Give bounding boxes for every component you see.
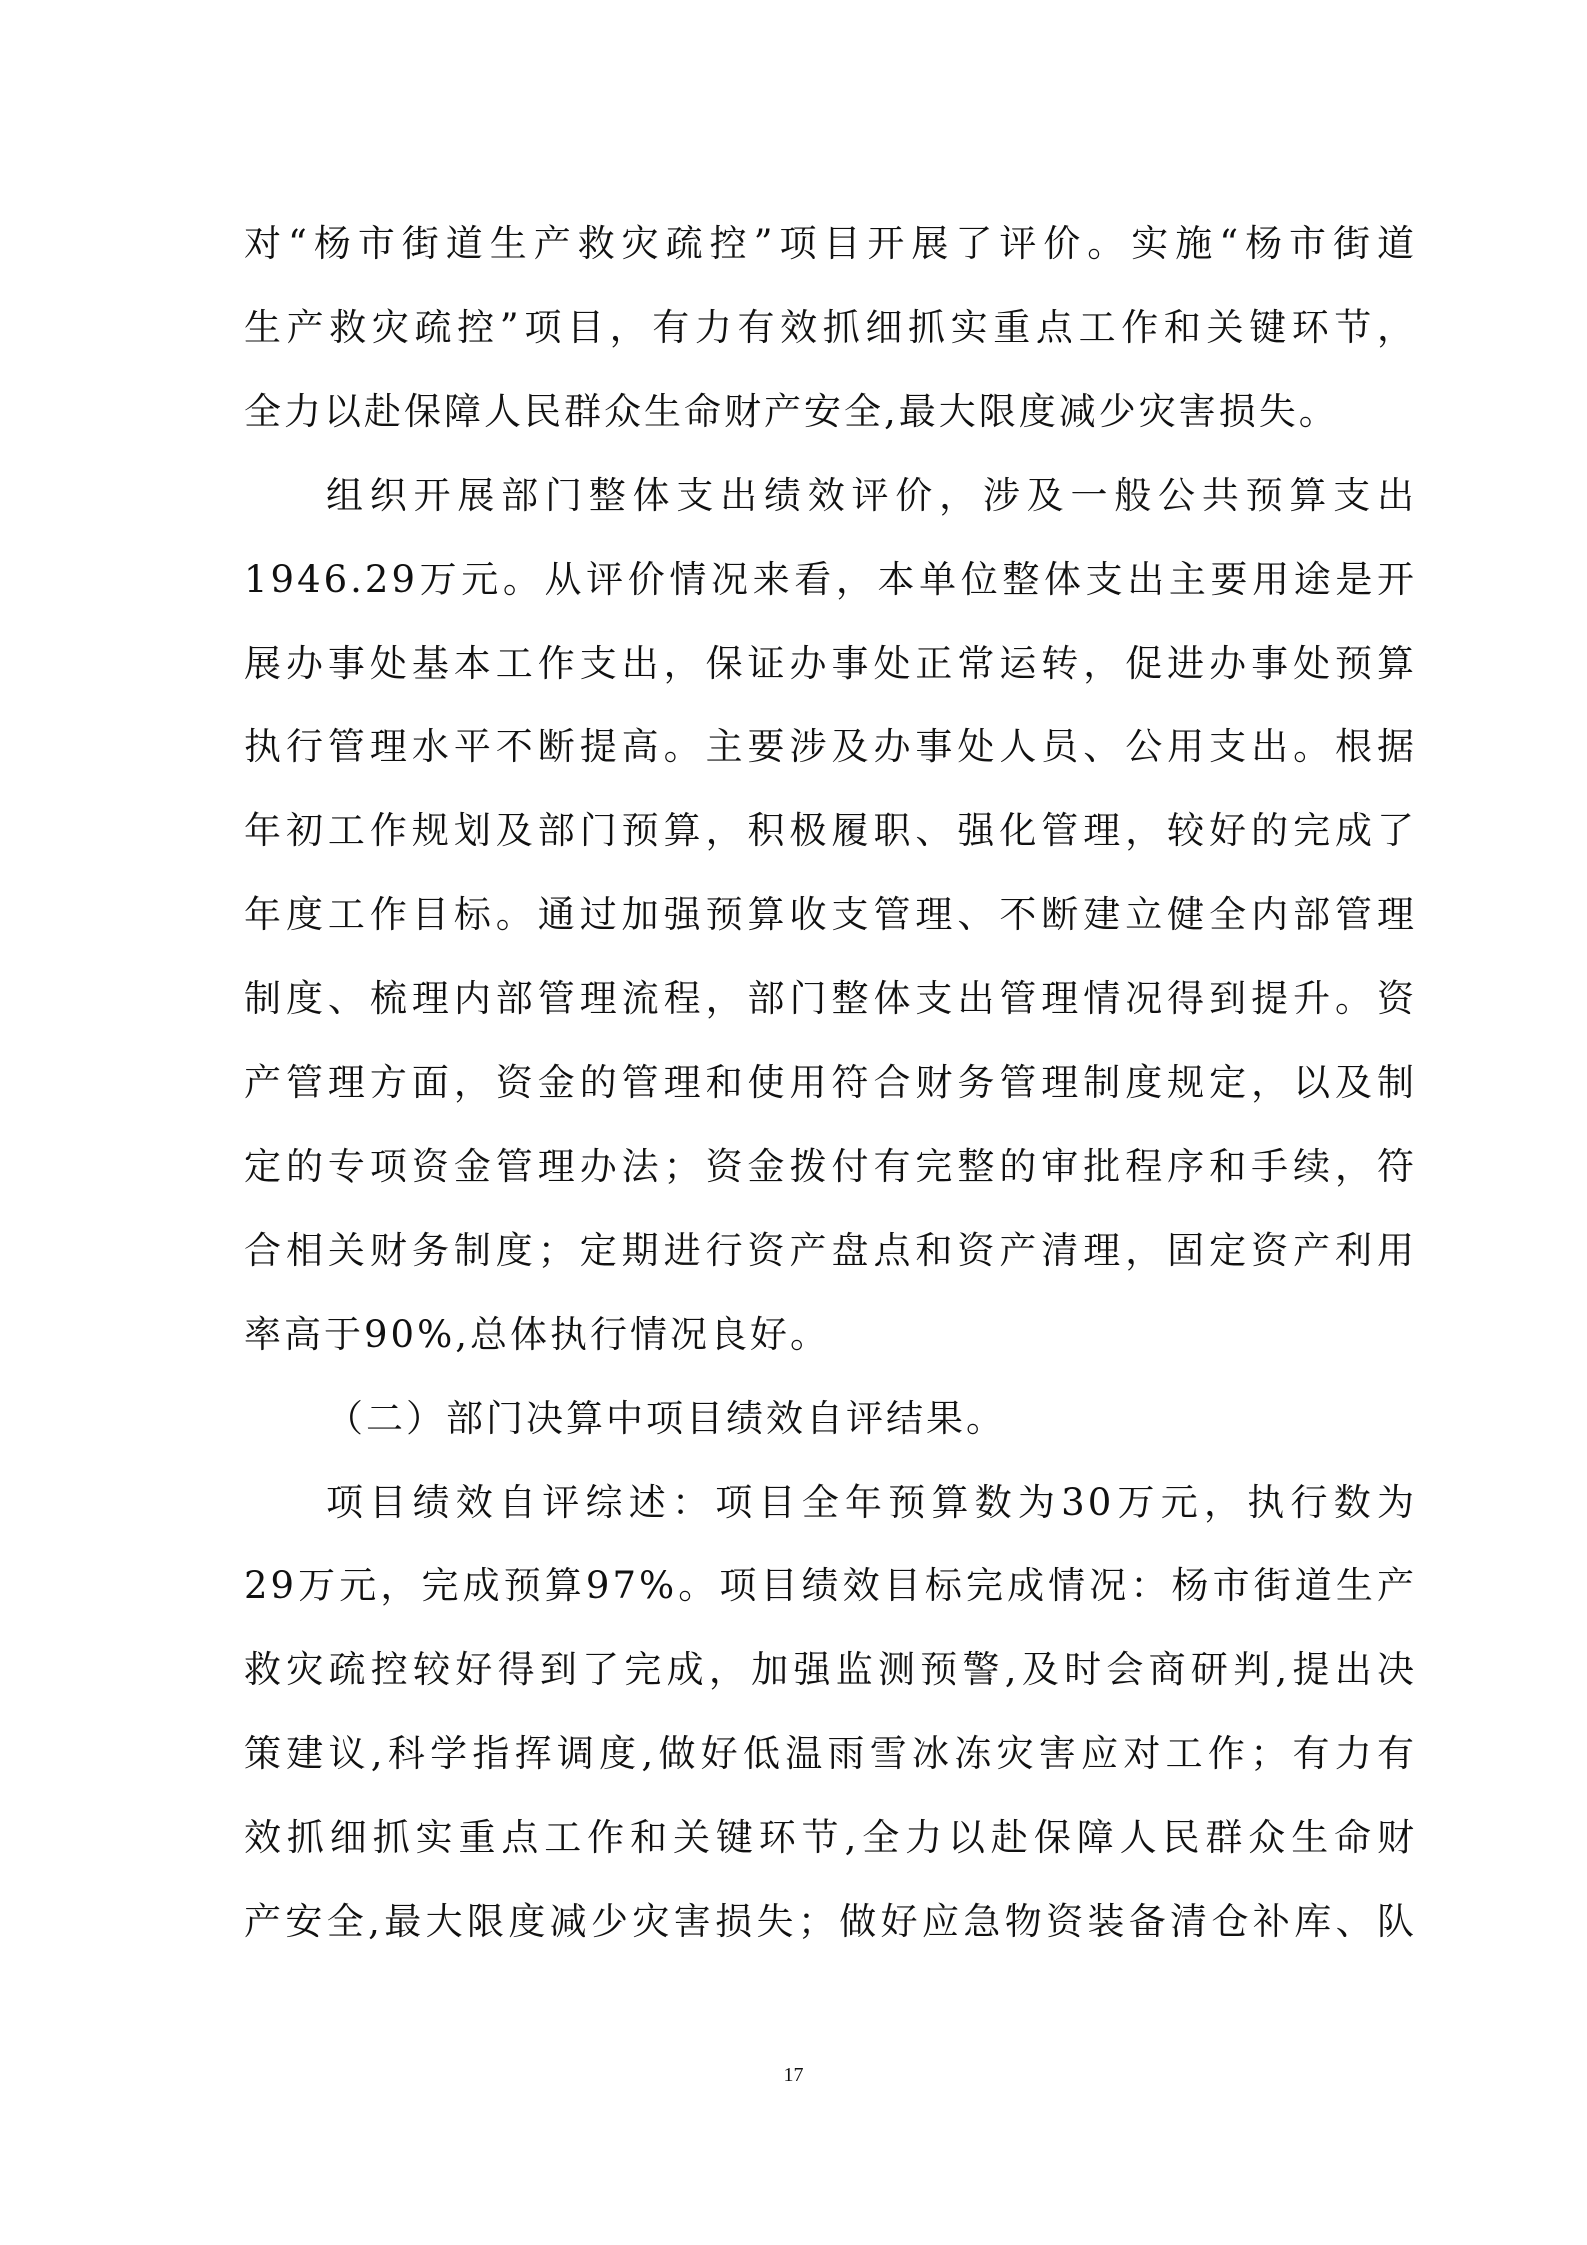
text-line: 产管理方面，资金的管理和使用符合财务管理制度规定，以及制 — [244, 1061, 1417, 1104]
text-line: 展办事处基本工作支出，保证办事处正常运转，促进办事处预算 — [244, 641, 1417, 685]
text-line: 对“杨市街道生产救灾疏控”项目开展了评价。实施“杨市街道 — [244, 222, 1417, 265]
text-line: 执行管理水平不断提高。主要涉及办事处人员、公用支出。根据 — [244, 725, 1417, 769]
text-line: 年初工作规划及部门预算，积极履职、强化管理，较好的完成了 — [244, 809, 1417, 853]
text-line: 效抓细抓实重点工作和关键环节,全力以赴保障人民群众生命财 — [244, 1816, 1417, 1860]
text-line: 生产救灾疏控”项目，有力有效抓细抓实重点工作和关键环节， — [244, 305, 1417, 349]
text-line: 产安全,最大限度减少灾害损失；做好应急物资装备清仓补库、队 — [244, 1900, 1417, 1943]
text-line: 制度、梳理内部管理流程，部门整体支出管理情况得到提升。资 — [244, 977, 1417, 1021]
text-line: 合相关财务制度；定期进行资产盘点和资产清理，固定资产利用 — [244, 1228, 1417, 1272]
text-line: 策建议,科学指挥调度,做好低温雨雪冰冻灾害应对工作；有力有 — [244, 1732, 1417, 1776]
page-number: 17 — [783, 2064, 804, 2086]
text-line: 全力以赴保障人民群众生命财产安全,最大限度减少灾害损失。 — [244, 389, 1339, 433]
text-line: 项目绩效自评综述：项目全年预算数为30万元，执行数为 — [326, 1480, 1417, 1524]
text-line: 救灾疏控较好得到了完成，加强监测预警,及时会商研判,提出决 — [244, 1648, 1417, 1692]
text-line: 定的专项资金管理办法；资金拨付有完整的审批程序和手续，符 — [244, 1144, 1417, 1188]
text-line: 1946.29万元。从评价情况来看，本单位整体支出主要用途是开 — [244, 557, 1417, 601]
text-line: 率高于90%,总体执行情况良好。 — [244, 1312, 830, 1356]
text-line: 年度工作目标。通过加强预算收支管理、不断建立健全内部管理 — [244, 893, 1417, 937]
text-line: 组织开展部门整体支出绩效评价，涉及一般公共预算支出 — [326, 473, 1417, 517]
text-line: 29万元，完成预算97%。项目绩效目标完成情况：杨市街道生产 — [244, 1564, 1417, 1608]
text-line: （二）部门决算中项目绩效自评结果。 — [326, 1396, 1006, 1440]
